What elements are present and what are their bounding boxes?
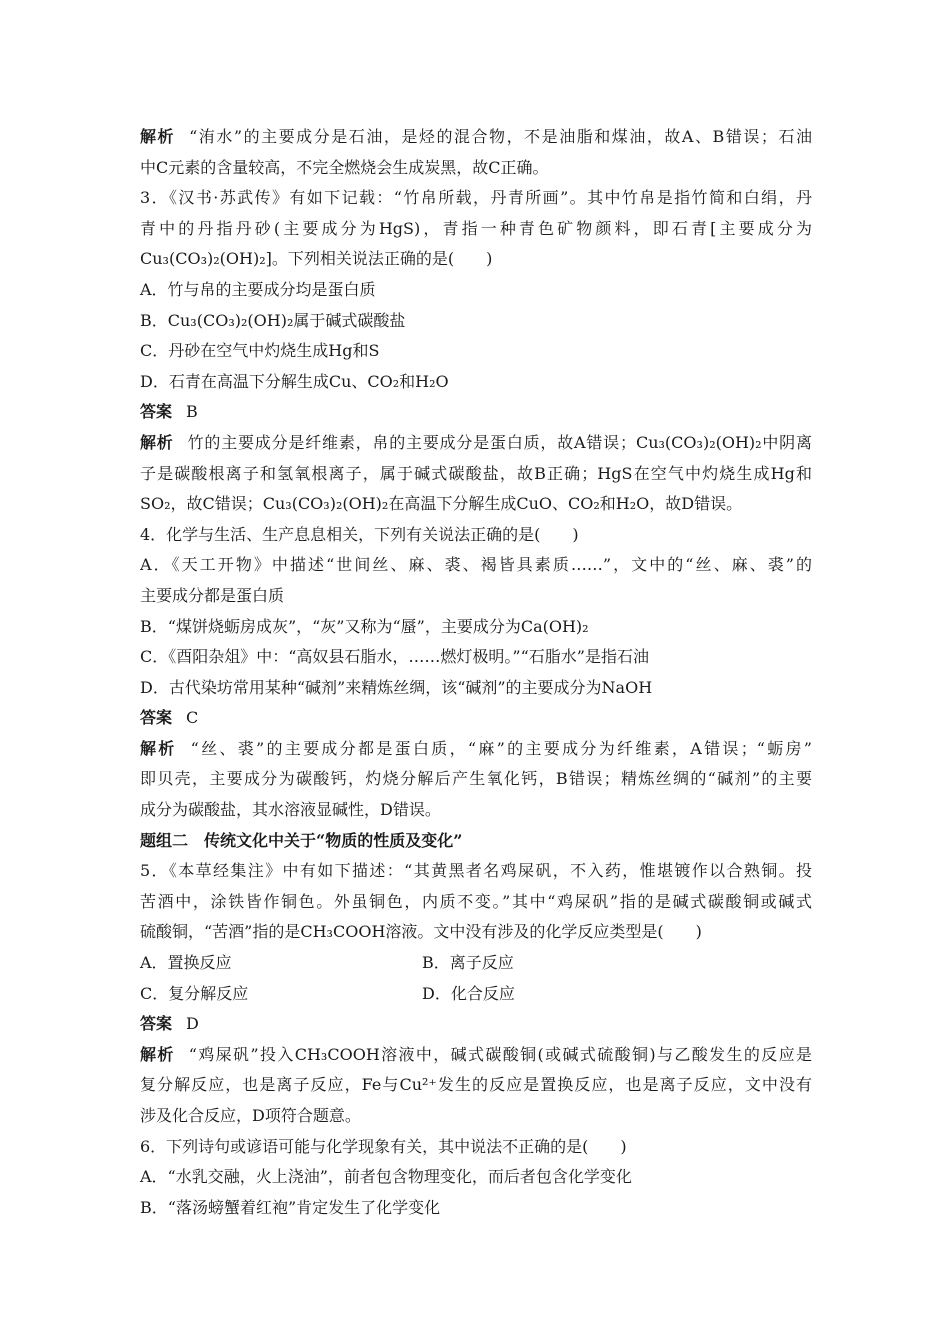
text-line <box>140 1070 812 1101</box>
document-body <box>140 122 812 1223</box>
labeled-line <box>140 1040 812 1071</box>
text-line <box>140 367 812 398</box>
text-line <box>140 1193 812 1224</box>
line-text: B．“落汤螃蟹着红袍”肯定发生了化学变化 <box>140 1197 441 1217</box>
answer-label: 解析 <box>140 127 176 146</box>
text-line <box>140 275 812 306</box>
line-text: SO₂，故C错误；Cu₃(CO₃)₂(OH)₂在高温下分解生成CuO、CO₂和H₂O，故D错误。 <box>140 494 743 514</box>
line-text: 主要成分都是蛋白质 <box>140 585 285 605</box>
line-text: A．《天工开物》中描述“世间丝、麻、裘、褐皆具素质……”，文中的“丝、麻、裘”的 <box>140 555 812 575</box>
answer-label: 解析 <box>140 1044 175 1064</box>
text-line <box>140 764 812 795</box>
option-item: C．复分解反应 <box>140 983 249 1003</box>
line-text: C <box>186 708 199 728</box>
text-line <box>140 1162 812 1193</box>
line-text: 5．《本草经集注》中有如下描述：“其黄黑者名鸡屎矾，不入药，惟堪镀作以合熟铜。投 <box>140 861 812 881</box>
line-text: Cu₃(CO₃)₂(OH)₂]。下列相关说法正确的是( ) <box>140 249 493 269</box>
answer-label: 答案 <box>140 402 173 422</box>
line-text: A．“水乳交融，火上浇油”，前者包含物理变化，而后者包含化学变化 <box>140 1167 632 1187</box>
text-line <box>140 459 812 490</box>
text-line <box>140 1132 812 1163</box>
line-text: “丝、裘”的主要成分都是蛋白质，“麻”的主要成分为纤维素，A错误；“蛎房” <box>190 738 812 758</box>
labeled-line <box>140 397 812 428</box>
answer-label: 解析 <box>140 738 177 758</box>
text-line <box>140 214 812 245</box>
option-row <box>140 948 812 979</box>
line-text: B <box>186 402 198 422</box>
line-text: 青中的丹指丹砂(主要成分为HgS)，青指一种青色矿物颜料，即石青[主要成分为 <box>140 218 812 238</box>
line-text: “洧水”的主要成分是石油，是烃的混合物，不是油脂和煤油，故A、B错误；石油 <box>189 127 812 146</box>
labeled-line <box>140 428 812 459</box>
text-line <box>140 673 812 704</box>
line-text: 涉及化合反应，D项符合题意。 <box>140 1106 361 1125</box>
labeled-line <box>140 734 812 765</box>
option-item: B．离子反应 <box>422 953 514 973</box>
line-text: 竹的主要成分是纤维素，帛的主要成分是蛋白质，故A错误；Cu₃(CO₃)₂(OH)₂中阴离 <box>187 432 812 452</box>
text-line <box>140 183 812 214</box>
line-text: C．丹砂在空气中灼烧生成Hg和S <box>140 341 380 361</box>
answer-label: 答案 <box>140 1014 173 1034</box>
labeled-line <box>140 703 812 734</box>
text-line <box>140 1101 812 1132</box>
line-text: D <box>186 1014 199 1034</box>
text-line <box>140 856 812 887</box>
text-line <box>140 550 812 581</box>
text-line <box>140 581 812 612</box>
text-line <box>140 336 812 367</box>
section-heading <box>140 826 812 857</box>
line-text: 复分解反应，也是离子反应，Fe与Cu²⁺发生的反应是置换反应，也是离子反应，文中没有 <box>140 1075 812 1095</box>
line-text: 成分为碳酸盐，其水溶液显碱性，D错误。 <box>140 800 441 820</box>
labeled-line <box>140 122 812 153</box>
text-line <box>140 642 812 673</box>
text-line <box>140 520 812 551</box>
labeled-line <box>140 1009 812 1040</box>
option-row <box>140 979 812 1010</box>
line-text: 4．化学与生活、生产息息相关，下列有关说法正确的是( ) <box>140 524 579 544</box>
text-line <box>140 244 812 275</box>
text-line <box>140 917 812 948</box>
line-text: “鸡屎矾”投入CH₃COOH溶液中，碱式碳酸铜(或碱式硫酸铜)与乙酸发生的反应是 <box>188 1044 812 1064</box>
line-text: B．Cu₃(CO₃)₂(OH)₂属于碱式碳酸盐 <box>140 310 406 330</box>
line-text: 即贝壳，主要成分为碳酸钙，灼烧分解后产生氧化钙，B错误；精炼丝绸的“碱剂”的主要 <box>140 769 812 789</box>
option-item: D．化合反应 <box>422 983 515 1003</box>
line-text: D．石青在高温下分解生成Cu、CO₂和H₂O <box>140 371 449 391</box>
line-text: 硫酸铜，“苦酒”指的是CH₃COOH溶液。文中没有涉及的化学反应类型是( ) <box>140 922 702 942</box>
text-line <box>140 489 812 520</box>
line-text: 题组二 传统文化中关于“物质的性质及变化” <box>140 830 463 850</box>
option-item: A．置换反应 <box>140 953 232 973</box>
answer-label: 解析 <box>140 432 174 452</box>
line-text: B．“煤饼烧蛎房成灰”，“灰”又称为“蜃”，主要成分为Ca(OH)₂ <box>140 616 589 636</box>
text-line <box>140 887 812 918</box>
line-text: 6．下列诗句或谚语可能与化学现象有关，其中说法不正确的是( ) <box>140 1136 627 1156</box>
line-text: 苦酒中，涂铁皆作铜色。外虽铜色，内质不变。”其中“鸡屎矾”指的是碱式碳酸铜或碱式 <box>140 891 812 911</box>
text-line <box>140 153 812 184</box>
line-text: A．竹与帛的主要成分均是蛋白质 <box>140 279 376 299</box>
line-text: 中C元素的含量较高，不完全燃烧会生成炭黑，故C正确。 <box>140 157 549 177</box>
line-text: C．《酉阳杂俎》中：“高奴县石脂水，……燃灯极明。”“石脂水”是指石油 <box>140 647 649 667</box>
line-text: D．古代染坊常用某种“碱剂”来精炼丝绸，该“碱剂”的主要成分为NaOH <box>140 677 653 697</box>
line-text: 3．《汉书·苏武传》有如下记载：“竹帛所载，丹青所画”。其中竹帛是指竹简和白绢，丹 <box>140 188 812 208</box>
answer-label: 答案 <box>140 708 173 728</box>
text-line <box>140 306 812 337</box>
text-line <box>140 795 812 826</box>
line-text: 子是碳酸根离子和氢氧根离子，属于碱式碳酸盐，故B正确；HgS在空气中灼烧生成Hg和 <box>140 463 812 483</box>
text-line <box>140 612 812 643</box>
